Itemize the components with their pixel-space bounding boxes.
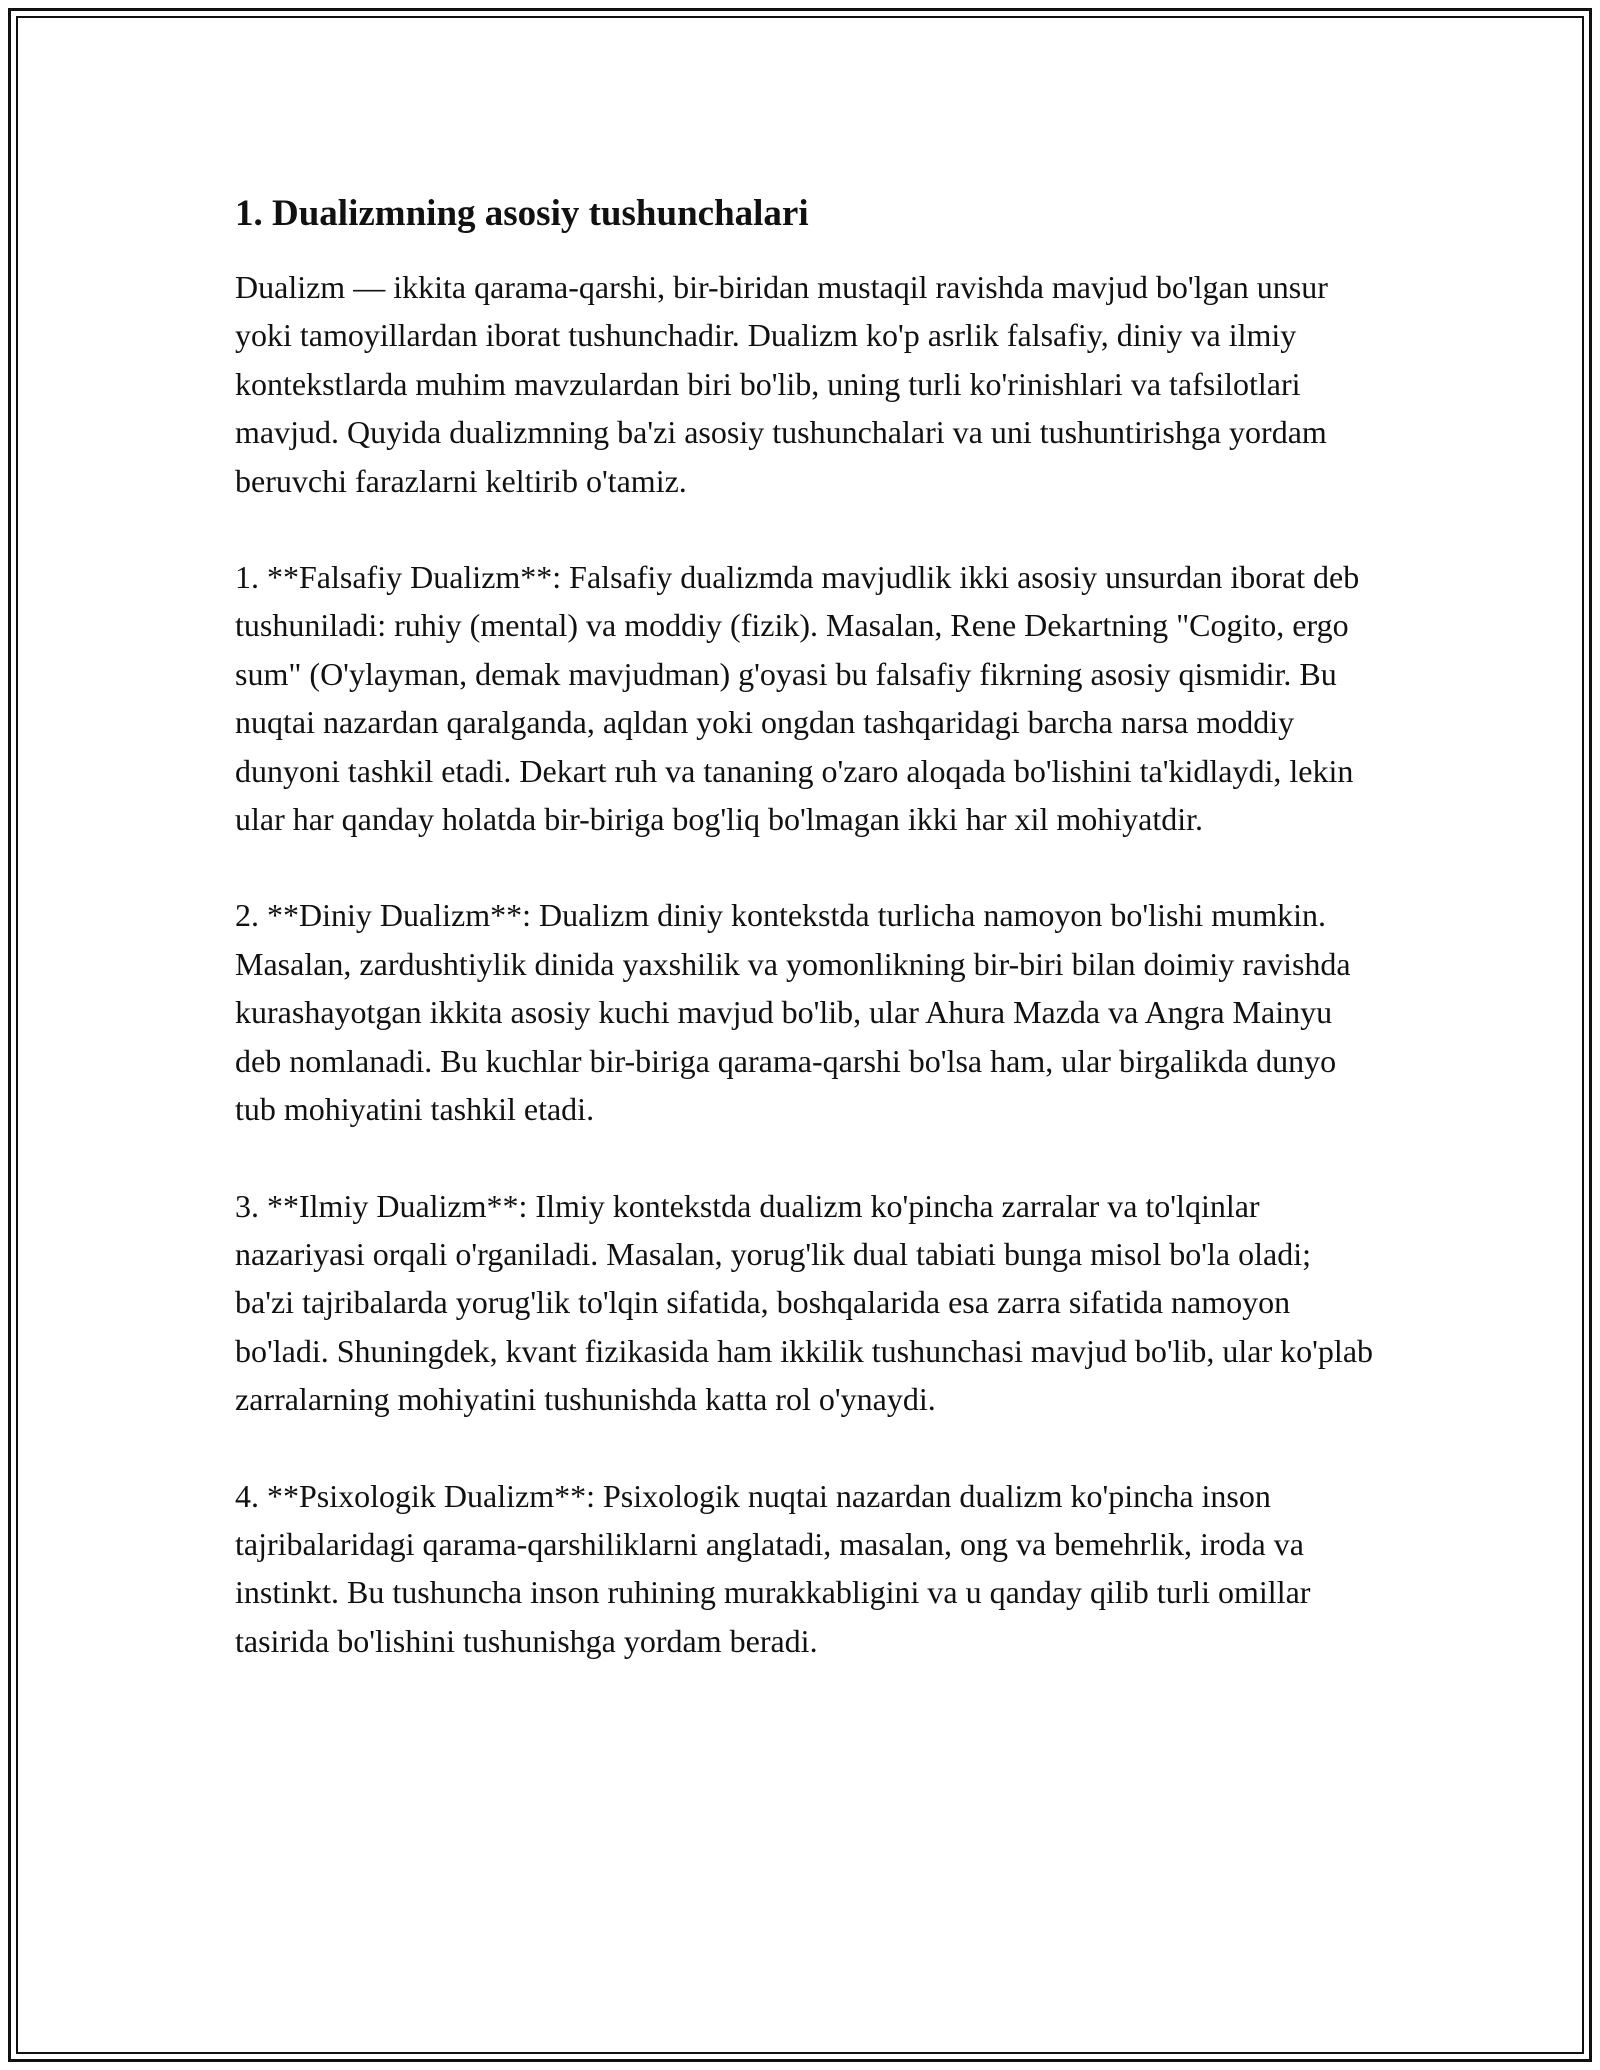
falsafiy-dualizm-paragraph: 1. **Falsafiy Dualizm**: Falsafiy dualizmda mavjudlik ikki asosiy unsurdan iborat deb tushuniladi: ruhiy (mental) va moddiy (fizik). Masalan, Rene Dekartning "Cogito, ergo sum" (O'ylayman, demak mavjudman) g'oyasi bu falsafiy fikrning asosiy qismidir. Bu nuqtai nazardan qaralganda, aqldan yoki ongdan tashqaridagi barcha narsa moddiy dunyoni tashkil etadi. Dekart ruh va tananing o'zaro aloqada bo'lishini ta'kidlaydi, lekin ular har qanday holatda bir-biriga bog'liq bo'lmagan ikki har xil mohiyatdir. xyxy=(235,559,1360,838)
section-heading: 1. Dualizmning asosiy tushunchalari xyxy=(235,193,809,234)
intro-paragraph: Dualizm — ikkita qarama-qarshi, bir-biridan mustaqil ravishda mavjud bo'lgan unsur yoki tamoyillardan iborat tushunchadir. Dualizm ko'p asrlik falsafiy, diniy va ilmiy kontekstlarda muhim mavzulardan biri bo'lib, uning turli ko'rinishlari va tafsilotlari mavjud. Quyida dualizmning ba'zi asosiy tushunchalari va uni tushuntirishga yordam beruvchi farazlarni keltirib o'tamiz. xyxy=(235,269,1328,499)
document-body xyxy=(235,185,1375,1713)
psixologik-dualizm-paragraph: 4. **Psixologik Dualizm**: Psixologik nuqtai nazardan dualizm ko'pincha inson tajribalaridagi qarama-qarshiliklarni anglatadi, masalan, ong va bemehrlik, iroda va instinkt. Bu tushuncha inson ruhining murakkabligini va u qanday qilib turli omillar tasirida bo'lishini tushunishga yordam beradi. xyxy=(235,1477,1311,1659)
diniy-dualizm-paragraph: 2. **Diniy Dualizm**: Dualizm diniy kontekstda turlicha namoyon bo'lishi mumkin. Masalan, zardushtiylik dinida yaxshilik va yomonlikning bir-biri bilan doimiy ravishda kurashayotgan ikkita asosiy kuchi mavjud bo'lib, ular Ahura Mazda va Angra Mainyu deb nomlanadi. Bu kuchlar bir-biriga qarama-qarshi bo'lsa ham, ular birgalikda dunyo tub mohiyatini tashkil etadi. xyxy=(235,897,1351,1128)
ilmiy-dualizm-paragraph: 3. **Ilmiy Dualizm**: Ilmiy kontekstda dualizm ko'pincha zarralar va to'lqinlar nazariyasi orqali o'rganiladi. Masalan, yorug'lik dual tabiati bunga misol bo'la oladi; ba'zi tajribalarda yorug'lik to'lqin sifatida, boshqalarida esa zarra sifatida namoyon bo'ladi. Shuningdek, kvant fizikasida ham ikkilik tushunchasi mavjud bo'lib, ular ko'plab zarralarning mohiyatini tushunishda katta rol o'ynaydi. xyxy=(235,1187,1374,1418)
